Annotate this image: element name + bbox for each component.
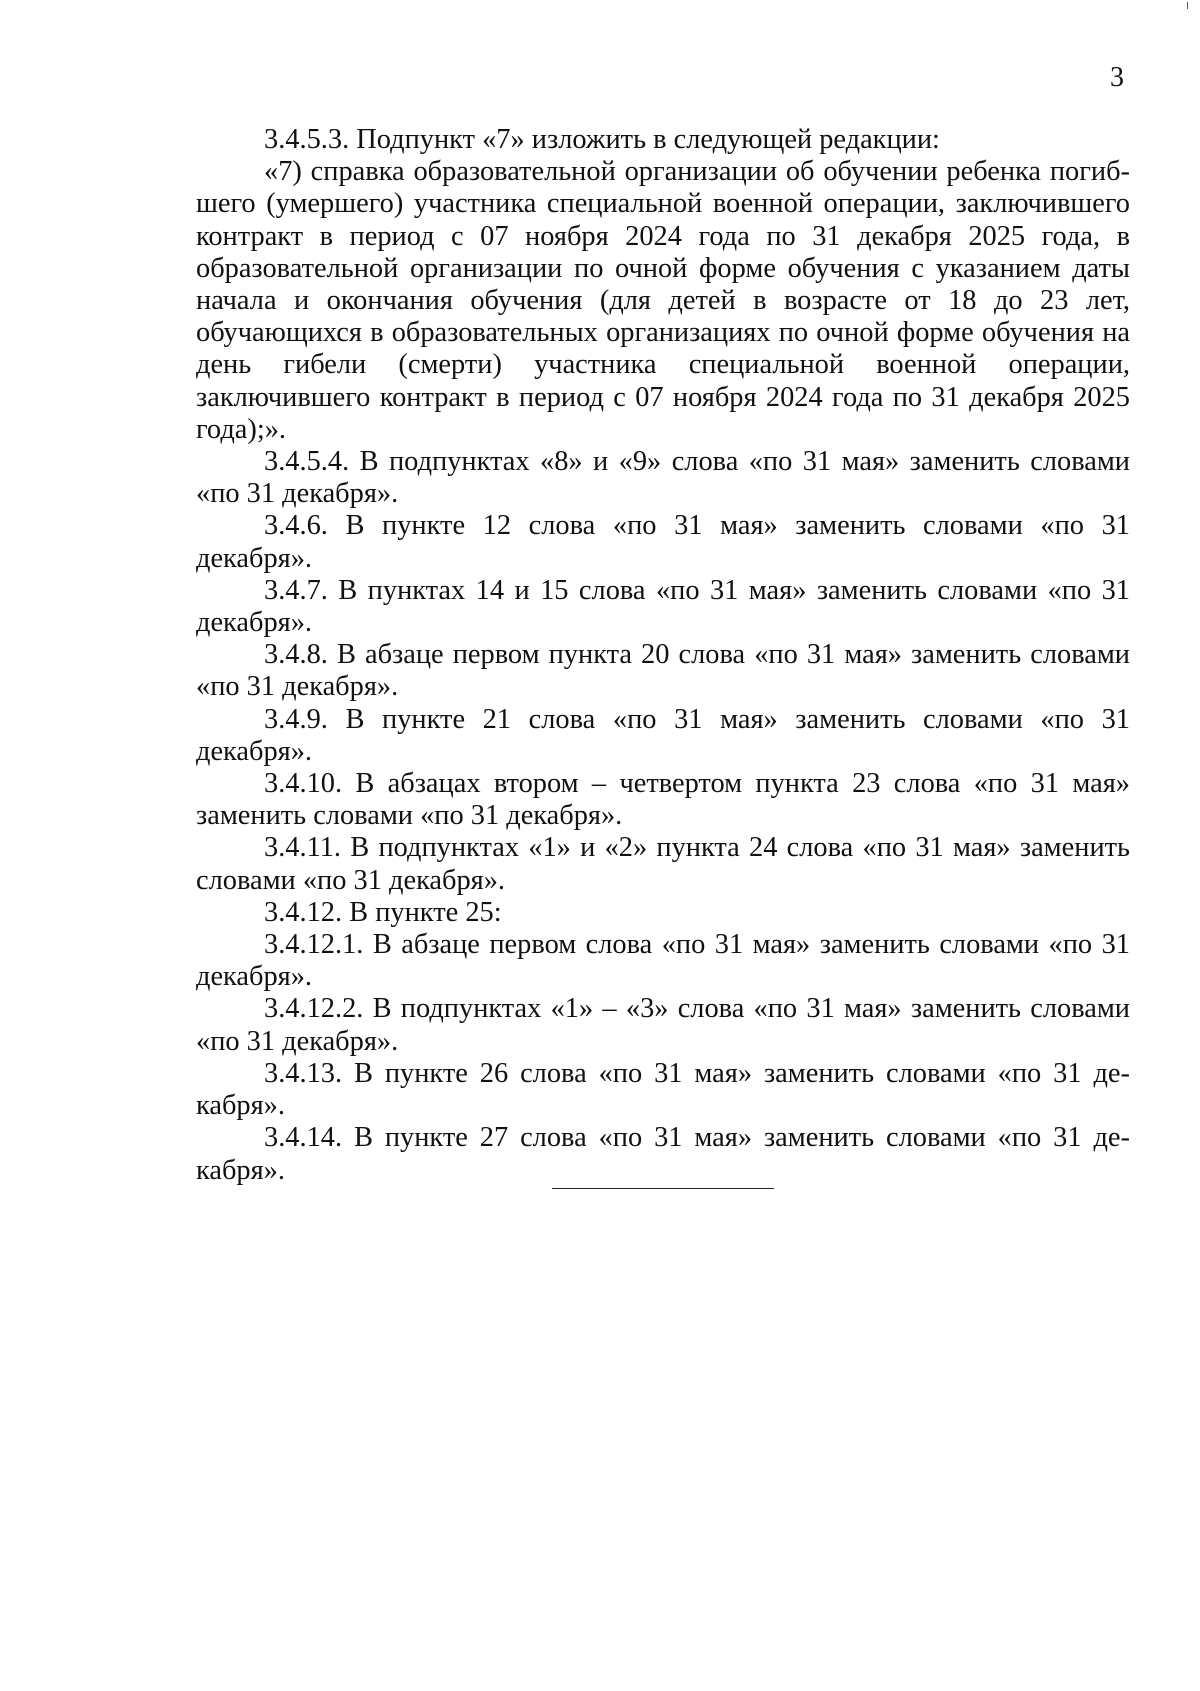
document-body bbox=[196, 124, 1130, 1187]
paragraph-3-4-13: 3.4.13. В пункте 26 слова «по 31 мая» заменить словами «по 31 декабря». bbox=[196, 1057, 1130, 1122]
paragraph-3-4-14: 3.4.14. В пункте 27 слова «по 31 мая» заменить словами «по 31 декабря». bbox=[196, 1122, 1130, 1186]
paragraph-3-4-12-1: 3.4.12.1. В абзаце первом слова «по 31 мая» заменить словами «по 31 декабря». bbox=[196, 929, 1130, 993]
paragraph-3-4-6: 3.4.6. В пункте 12 слова «по 31 мая» заменить словами «по 31 декабря». bbox=[196, 510, 1130, 574]
paragraph-3-4-7: 3.4.7. В пунктах 14 и 15 слова «по 31 мая» заменить словами «по 31 декабря». bbox=[196, 574, 1130, 639]
paragraph-3-4-12: 3.4.12. В пункте 25: bbox=[264, 896, 502, 928]
paragraph-3-4-12-2: 3.4.12.2. В подпунктах «1» – «3» слова «по 31 мая» заменить словами «по 31 декабря». bbox=[196, 993, 1130, 1057]
paragraph-3-4-8: 3.4.8. В абзаце первом пункта 20 слова «по 31 мая» заменить словами «по 31 декабря». bbox=[196, 639, 1130, 703]
end-of-document-rule bbox=[552, 1188, 774, 1189]
scan-artifact-mark bbox=[1187, 2, 1188, 9]
paragraph-3-4-5-4: 3.4.5.4. В подпунктах «8» и «9» слова «по 31 мая» заменить словами «по 31 декабря». bbox=[196, 446, 1130, 510]
paragraph-3-4-9: 3.4.9. В пункте 21 слова «по 31 мая» заменить словами «по 31 декабря». bbox=[196, 703, 1130, 767]
paragraph-3-4-11: 3.4.11. В подпунктах «1» и «2» пункта 24 слова «по 31 мая» заменить словами «по 31 декабря». bbox=[196, 832, 1130, 896]
paragraph-subpoint-7-text: «7) справка образовательной организации об обучении ребенка погибшего (умершего) участника специальной военной операции, заключившего контракт в период с 07 ноября 2024 года по 31 декабря 2025 года, в образовательной организации по очной форме обучения с указанием даты начала и окончания обучения (для детей в возрасте от 18 до 23 лет, обучающихся в образовательных организациях по очной форме обучения на день гибели (смерти) участника специальной военной операции, заключившего контракт в период с 07 ноября 2024 года по 31 декабря 2025 года);». bbox=[196, 156, 1130, 445]
page-number: 3 bbox=[1110, 62, 1124, 93]
paragraph-3-4-5-3: 3.4.5.3. Подпункт «7» изложить в следующей редакции: bbox=[264, 124, 940, 155]
paragraph-3-4-10: 3.4.10. В абзацах втором – четвертом пункта 23 слова «по 31 мая» заменить словами «по 31 декабря». bbox=[196, 768, 1130, 832]
